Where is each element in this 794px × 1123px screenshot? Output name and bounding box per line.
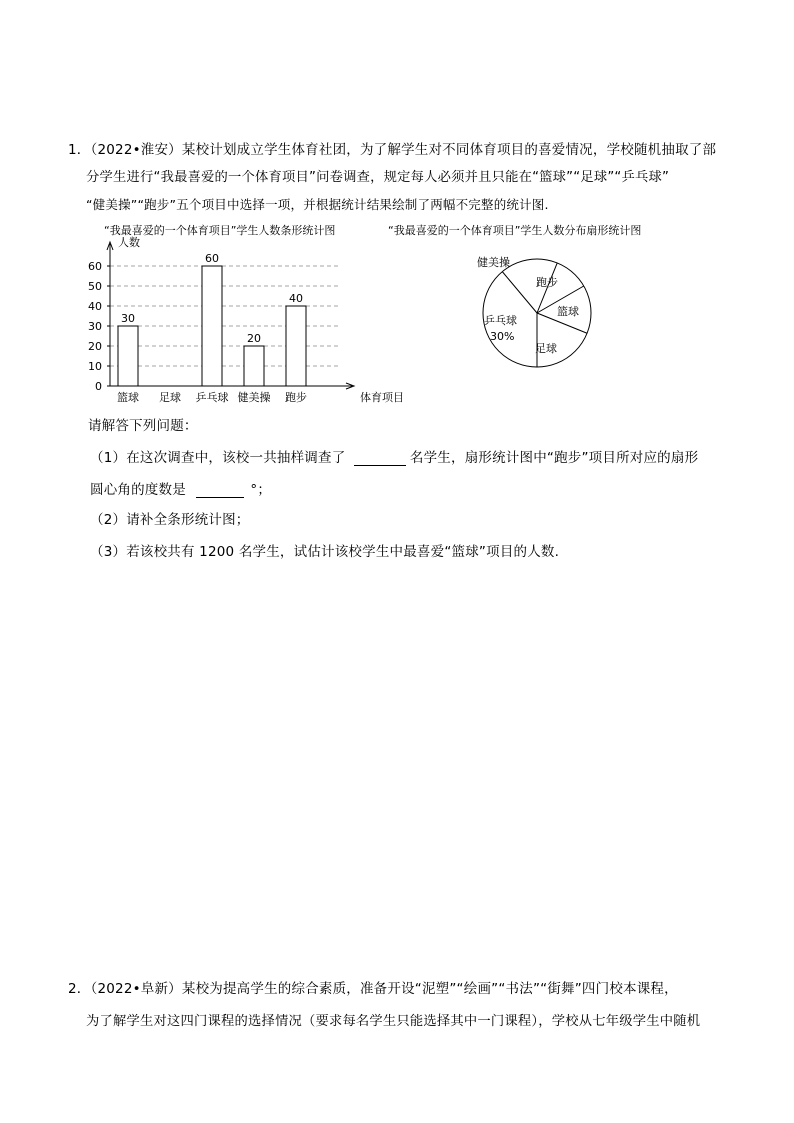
bar-4: [286, 306, 306, 386]
bar-value-label: 60: [205, 252, 219, 265]
q1-sub3: （3）若该校共有 1200 名学生，试估计该校学生中最喜爱“篮球”项目的人数.: [90, 544, 560, 560]
pie-chart-title: “我最喜爱的一个体育项目”学生人数分布扇形统计图: [388, 224, 642, 237]
y-tick-label: 0: [95, 380, 102, 393]
q1-source: （2022•淮安）: [90, 142, 182, 158]
q1-text-line2: 分学生进行“我最喜爱的一个体育项目”问卷调查，规定每人必须并且只能在“篮球”“足球”“乒乓球”: [86, 170, 670, 185]
q1-line1: [68, 138, 716, 158]
pie-label-football: 足球: [535, 342, 557, 355]
x-tick-label: 足球: [159, 391, 181, 404]
pie-label-basketball: 篮球: [557, 305, 579, 318]
bar-chart-title: “我最喜爱的一个体育项目”学生人数条形统计图: [104, 224, 336, 237]
q1-sub1-text-b: 名学生，扇形统计图中“跑步”项目所对应的扇形: [409, 450, 699, 466]
bar-value-label: 40: [289, 292, 303, 305]
answer-blank-total[interactable]: [354, 449, 406, 466]
q1-sub1-line1: [90, 446, 698, 466]
q2-line1: [68, 977, 678, 997]
q1-sub1-text-a: （1）在这次调查中，该校一共抽样调查了: [90, 450, 346, 466]
pie-label-aerobics: 健美操: [477, 256, 510, 269]
q2-number: 2．: [68, 981, 91, 997]
y-tick-label: 60: [88, 260, 102, 273]
x-tick-label: 篮球: [117, 391, 139, 404]
q2-text-line2: 为了解学生对这四门课程的选择情况（要求每名学生只能选择其中一门课程），学校从七年级学生中随机: [86, 1014, 701, 1029]
q1-sub2: （2）请补全条形统计图；: [90, 512, 250, 528]
pie-label-pingpong-percent: 30%: [490, 330, 515, 343]
y-tick-label: 10: [88, 360, 102, 373]
y-tick-label: 30: [88, 320, 102, 333]
q1-text-line3: “健美操”“跑步”五个项目中选择一项，并根据统计结果绘制了两幅不完整的统计图.: [86, 197, 549, 212]
pie-label-pingpong: 乒乓球: [484, 314, 517, 327]
x-tick-label: 健美操: [237, 391, 271, 404]
bar-3: [244, 346, 264, 386]
q2-source: （2022•阜新）: [90, 981, 182, 997]
y-tick-label: 50: [88, 280, 102, 293]
bar-chart: [70, 236, 410, 411]
q1-sub1-text-c: 圆心角的度数是: [90, 482, 186, 498]
bar-value-label: 30: [121, 312, 135, 325]
y-tick-label: 20: [88, 340, 102, 353]
y-axis-label: 人数: [118, 236, 140, 249]
q1-prompt: 请解答下列问题：: [88, 418, 198, 434]
q2-text-line1: 某校为提高学生的综合素质，准备开设“泥塑”“绘画”“书法”“街舞”四门校本课程，: [181, 981, 678, 997]
q1-text-line1: 某校计划成立学生体育社团，为了解学生对不同体育项目的喜爱情况，学校随机抽取了部: [181, 142, 717, 158]
bar-2: [202, 266, 222, 386]
answer-blank-angle[interactable]: [196, 481, 244, 498]
bar-value-label: 20: [247, 332, 261, 345]
q1-sub1-text-d: °；: [250, 482, 272, 498]
q1-sub1-line2: [90, 478, 271, 498]
pie-chart: [465, 248, 625, 388]
x-tick-label: 跑步: [285, 391, 307, 404]
x-tick-label: 乒乓球: [195, 391, 229, 404]
x-axis-label: 体育项目: [360, 391, 404, 404]
pie-label-running: 跑步: [536, 276, 558, 289]
bar-0: [118, 326, 138, 386]
y-tick-label: 40: [88, 300, 102, 313]
q1-number: 1．: [68, 142, 91, 158]
